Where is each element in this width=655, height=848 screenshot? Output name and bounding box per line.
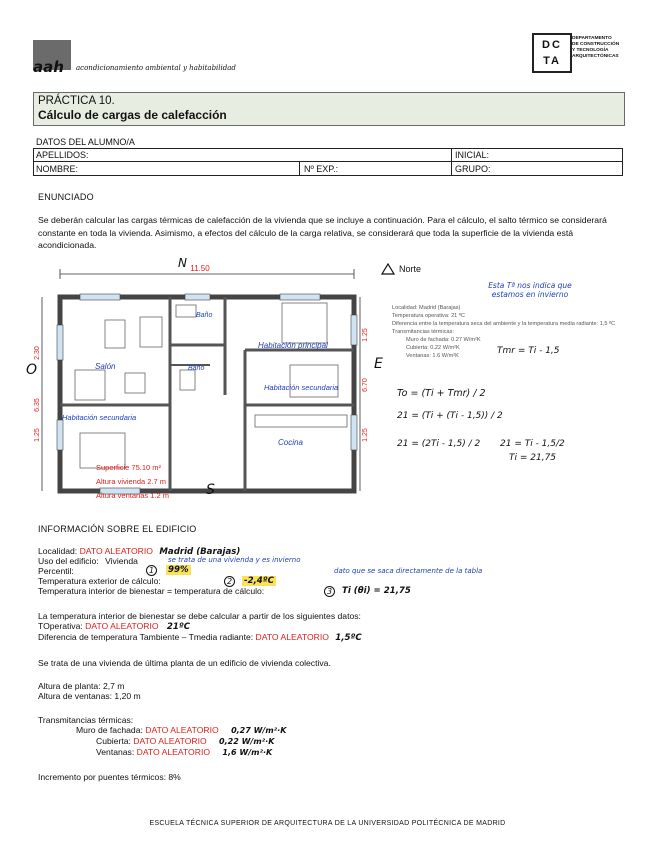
tint-hand: Ti (θi) = 21,75: [342, 586, 411, 596]
percentil-note: dato que se saca directamente de la tabla: [334, 567, 483, 575]
dim-left-3: 1.25: [34, 428, 41, 442]
room-hab-principal: Habitación principal: [258, 341, 328, 350]
altura-ventanas-plan: Altura ventanas 1.2 m: [96, 491, 169, 500]
eq-21c: 21 = Ti - 1,5/2: [500, 439, 565, 449]
student-section-title: DATOS DEL ALUMNO/A: [36, 137, 135, 147]
floor-plan: [20, 255, 380, 500]
uso-note: se trata de una vivienda y es invierno: [168, 556, 301, 564]
circle-1-icon: 1: [146, 565, 157, 576]
circle-3-icon: 3: [324, 586, 335, 597]
cubierta-hand: 0,22 W/m²·K: [219, 737, 275, 746]
north-letter: N: [178, 256, 187, 270]
logo-tagline: acondicionamiento ambiental y habitabilidad: [76, 64, 236, 72]
east-letter: E: [374, 356, 383, 372]
eq-to: To = (Ti + Tmr) / 2: [397, 388, 486, 399]
altura-vivienda: Altura vivienda 2.7 m: [96, 477, 167, 486]
logo-text: aah: [33, 58, 64, 76]
dim-right-3: 1.25: [362, 428, 369, 442]
percentil-hand: 99%: [168, 565, 189, 575]
dim-left-1: 2.30: [34, 346, 41, 360]
grupo-field[interactable]: GRUPO:: [455, 164, 491, 174]
room-hab-secundaria-2: Habitación secundaria: [62, 413, 137, 422]
eq-tmr: Tmr = Ti - 1,5: [497, 346, 560, 356]
alturas-block: Altura de planta: 2,7 m Altura de ventanas: 1,20 m: [38, 681, 141, 701]
muro-hand: 0,27 W/m²·K: [231, 726, 287, 735]
transm-block: Transmitancias térmicas: Muro de fachada: DATO ALEATORIO 0,27 W/m²·K Cubierta: DATO ALEATORIO 0,22 W/m²·K Ventanas: DATO ALEATORIO 1,6 W/m²·K: [38, 715, 287, 757]
invierno-note: Esta Tª nos indica que estamos en invierno: [488, 281, 572, 299]
norte-label: Norte: [399, 264, 422, 274]
nombre-field[interactable]: NOMBRE:: [36, 164, 79, 174]
room-bano-2: Baño: [188, 365, 205, 372]
dim-right-2: 6.70: [362, 378, 369, 392]
room-salon: Salón: [95, 362, 116, 371]
eq-21b: 21 = (2Ti - 1,5) / 2: [397, 439, 481, 449]
nexp-field[interactable]: Nº EXP.:: [304, 164, 339, 174]
vivienda-text: Se trata de una vivienda de última planta de un edificio de vivienda colectiva.: [38, 658, 331, 668]
dif-hand: 1,5ºC: [335, 633, 362, 643]
dim-top: 11.50: [190, 264, 210, 273]
room-hab-secundaria-1: Habitación secundaria: [264, 383, 339, 392]
practice-number: PRÁCTICA 10.: [38, 95, 115, 107]
info-heading: INFORMACIÓN SOBRE EL EDIFICIO: [38, 524, 197, 534]
ventanas-hand: 1,6 W/m²·K: [222, 748, 273, 757]
dim-right-1: 1.25: [362, 328, 369, 342]
inicial-field[interactable]: INICIAL:: [455, 150, 490, 160]
eq-ti: Ti = 21,75: [509, 453, 557, 463]
info-block: Localidad: DATO ALEATORIO Madrid (Barajas) Uso del edificio: Vivienda se trata de una vivienda y es invierno Percentil: 1 99% dato que se saca directamente de la tabla Temperatura exterior de cálculo: 2 -2,4ºC Temperatura interior de bienestar = temperatura de cálculo: 3 Ti (θi) = 21,75: [38, 546, 483, 596]
west-letter: O: [26, 362, 38, 378]
dim-left-2: 6.35: [34, 398, 41, 412]
side-data: Localidad: Madrid (Barajas) Temperatura operativa: 21 ºC Diferencia entre la temperatura seca del ambiente y la temperatura media radiante: 1,5 ºC Transmitancias térmicas: Muro de fachada: 0.27 W/m²K Cubierta: 0.22 W/m²K Ventanas: 1.6 W/m²K: [392, 305, 616, 359]
north-triangle-icon: [381, 263, 395, 275]
title-box: [33, 92, 625, 126]
enunciado-text: Se deberán calcular las cargas térmicas de calefacción de la vivienda que se incluye a continuación. Para el cálculo, el salto térmico se considerará constante en toda la vivienda. Asimismo, a efectos del cálculo de la carga relativa, se considerará que toda la superficie de la vivienda está acondicionada.: [38, 215, 607, 251]
dept-badge: DC TA: [532, 33, 572, 73]
eq-21a: 21 = (Ti + (Ti - 1,5)) / 2: [397, 411, 503, 421]
text-ext-hand: -2,4ºC: [244, 576, 274, 586]
room-cocina: Cocina: [278, 438, 303, 447]
enunciado-heading: ENUNCIADO: [38, 192, 94, 202]
toper-hand: 21ºC: [166, 622, 191, 632]
practice-title: Cálculo de cargas de calefacción: [38, 108, 227, 122]
superficie: Superficie 75.10 m²: [96, 463, 162, 472]
calc-block: La temperatura interior de bienestar se debe calcular a partir de los siguientes datos: TOperativa: DATO ALEATORIO 21ºC Diferencia de temperatura Tambiente – Tmedia radiante: DATO ALEATORIO 1,5ºC: [38, 611, 362, 643]
footer: ESCUELA TÉCNICA SUPERIOR DE ARQUITECTURA DE LA UNIVERSIDAD POLITÉCNICA DE MADRID: [149, 820, 506, 827]
localidad-hand: Madrid (Barajas): [159, 547, 241, 557]
room-bano-1: Baño: [196, 312, 213, 319]
circle-2-icon: 2: [224, 576, 235, 587]
south-letter: S: [206, 482, 215, 498]
apellidos-field[interactable]: APELLIDOS:: [36, 150, 89, 160]
dept-name: DEPARTAMENTO DE CONSTRUCCIÓN Y TECNOLOGÍA ARQUITECTÓNICAS: [572, 36, 620, 59]
puentes-text: Incremento por puentes térmicos: 8%: [38, 772, 181, 782]
